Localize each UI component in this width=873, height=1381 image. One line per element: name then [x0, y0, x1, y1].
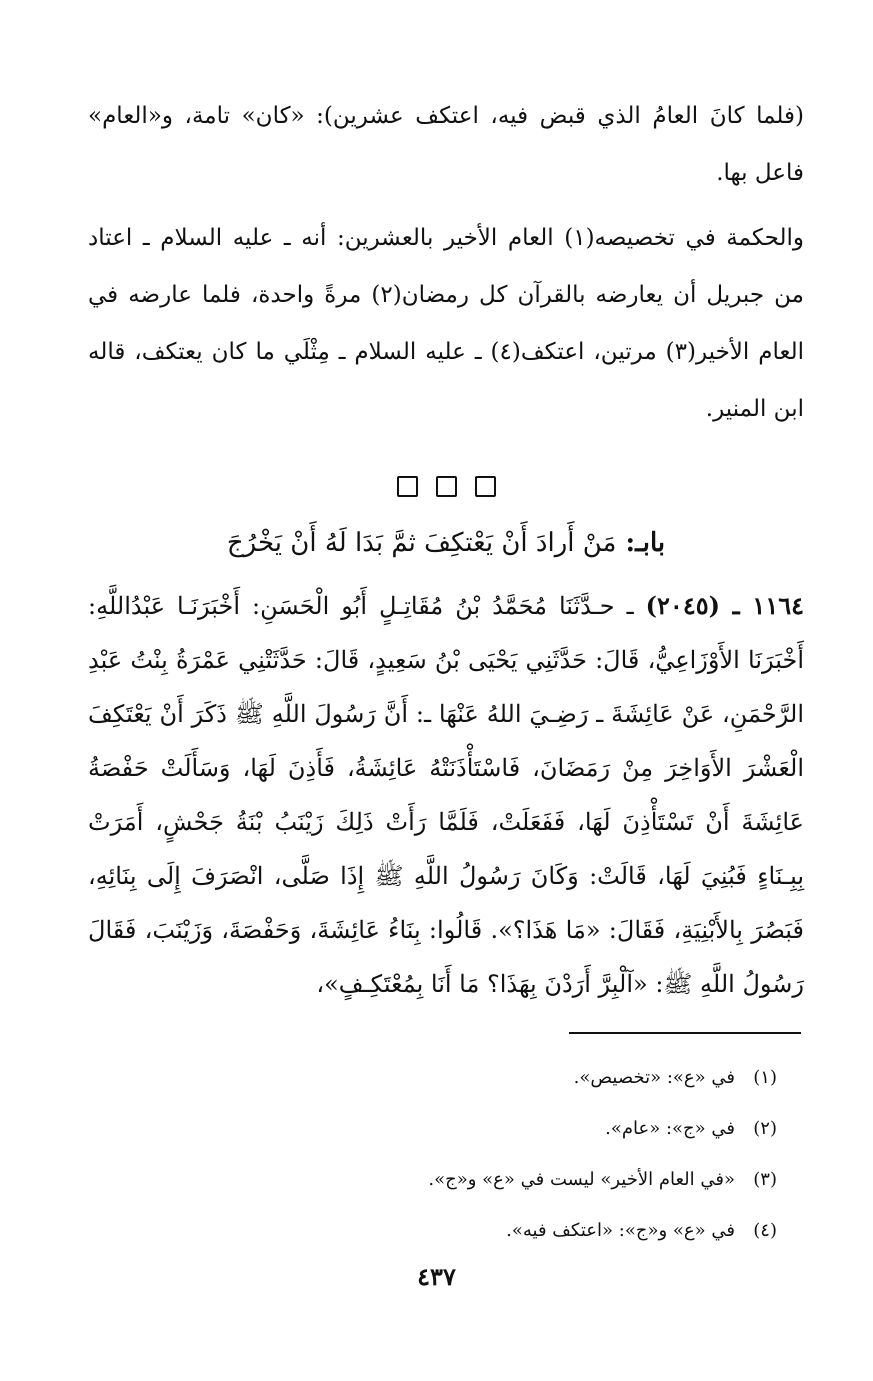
commentary-paragraph-2: والحكمة في تخصيصه(١) العام الأخير بالعشرين: أنه ـ عليه السلام ـ اعتاد من جبريل أن يعارضه بالقرآن كل رمضان(٢) مرةً واحدة، فلما عارضه في العام الأخير(٣) مرتين، اعتكف(٤) ـ عليه السلام ـ مِثْلَي ما كان يعتكف، قاله ابن المنير. — [88, 225, 805, 422]
footnote-number: (٣) — [753, 1169, 777, 1190]
section-separator — [88, 476, 804, 497]
chapter-heading — [88, 513, 804, 573]
hadith-body: ـ حـدَّثَنَا مُحَمَّدُ بْنُ مُقَاتِـلٍ أَبُو الْحَسَنِ: أَخْبَرَنَـا عَبْدُاللَّهِ: أَخْبَرَنَا الأَوْزَاعِيُّ، قَالَ: حَدَّثَنِي يَحْيَى بْنُ سَعِيدٍ، قَالَ: حَدَّثَتْنِي عَمْرَةُ بِنْتُ عَبْدِ الرَّحْمَنِ، عَنْ عَائِشَةَ ـ رَضِـيَ اللهُ عَنْهَا ـ: أَنَّ رَسُولَ اللَّهِ ﷺ ذَكَرَ أَنْ يَعْتَكِفَ الْعَشْرَ الأَوَاخِرَ مِنْ رَمَضَانَ، فَاسْتَأْذَنَتْهُ عَائِشَةُ، فَأَذِنَ لَهَا، وَسَأَلَتْ حَفْصَةُ عَائِشَةَ أَنْ تَسْتَأْذِنَ لَهَا، فَفَعَلَتْ، فَلَمَّا رَأَتْ ذَلِكَ زَيْنَبُ بْنَةُ جَحْشٍ، أَمَرَتْ بِبِـنَاءٍ فَبُنِيَ لَهَا، قَالَتْ: وَكَانَ رَسُولُ اللَّهِ ﷺ إِذَا صَلَّى، انْصَرَفَ إِلَى بِنَائِهِ، فَبَصُرَ بِالأَبْنِيَةِ، فَقَالَ: «مَا هَذَا؟». قَالُوا: بِنَاءُ عَائِشَةَ، وَحَفْصَةَ، وَزَيْنَبَ، فَقَالَ رَسُولُ اللَّهِ ﷺ: «آلْبِرَّ أَرَدْنَ بِهَذَا؟ مَا أَنَا بِمُعْتَكِـفٍ»، — [88, 592, 804, 998]
footnote-divider — [569, 1032, 801, 1034]
page-number: ٤٣٧ — [417, 1262, 456, 1291]
footnotes — [217, 1052, 777, 1256]
footnote-text: في «ع» و«ج»: «اعتكف فيه». — [506, 1220, 735, 1241]
footnote-number: (٤) — [753, 1220, 777, 1241]
footnote-number: (١) — [753, 1067, 777, 1088]
footnote-item — [217, 1205, 777, 1256]
footnote-number: (٢) — [753, 1118, 777, 1139]
footnote-text: في «ع»: «تخصيص». — [573, 1067, 735, 1088]
chapter-title: مَنْ أَرادَ أَنْ يَعْتكِفَ ثمَّ بَدَا لَهُ أَنْ يَخْرُجَ — [226, 528, 617, 558]
footnote-item — [217, 1052, 777, 1103]
hadith-text — [88, 579, 804, 1011]
commentary-paragraph-1: (فلما كانَ العامُ الذي قبض فيه، اعتكف عشرين): «كان» تامة، و«العام» فاعل بها. — [88, 103, 804, 186]
footnote-text: «في العام الأخير» ليست في «ع» و«ج». — [428, 1169, 735, 1190]
separator-box-icon — [397, 476, 418, 497]
footnote-item — [217, 1103, 777, 1154]
page-body — [88, 88, 804, 1011]
hadith-number: ١١٦٤ ـ (٢٠٤٥) — [645, 591, 804, 620]
separator-box-icon — [475, 476, 496, 497]
footnote-text: في «ج»: «عام». — [605, 1118, 735, 1139]
footnote-item — [217, 1154, 777, 1205]
separator-box-icon — [436, 476, 457, 497]
chapter-label: بابـ: — [625, 528, 666, 558]
